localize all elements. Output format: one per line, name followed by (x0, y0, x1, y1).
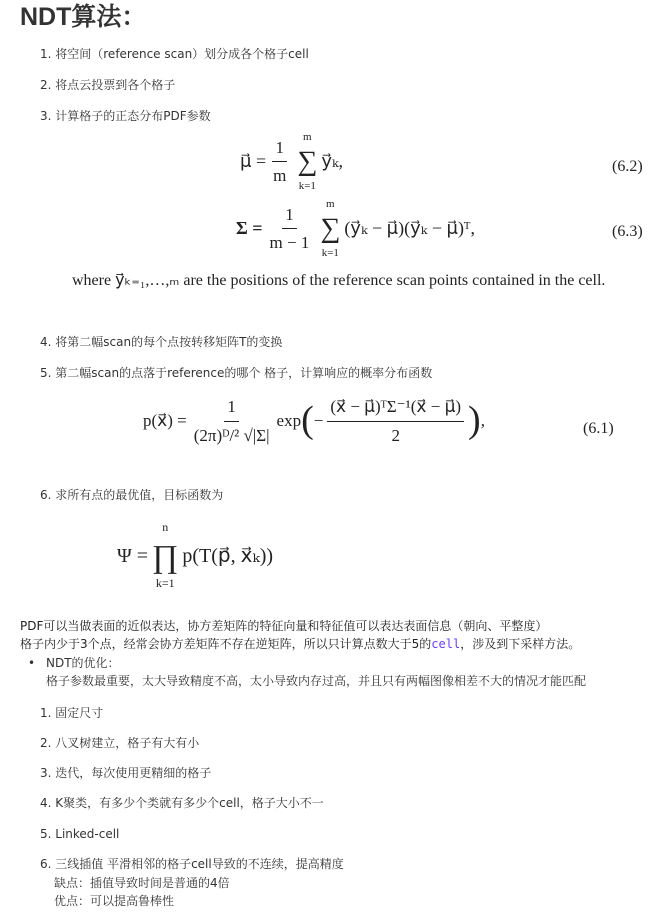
eq-num: 1 (282, 203, 297, 230)
eq-lhs: p(x⃗) = (143, 411, 187, 431)
eq-term: (y⃗ₖ − μ⃗)(y⃗ₖ − μ⃗)ᵀ, (344, 218, 475, 239)
eq-exp: exp (276, 411, 302, 431)
eq-den: (2π)ᴰ/² √|Σ| (193, 425, 270, 445)
bullet-description: 格子参数最重要，太大导致精度不高，太小导致内存过高，并且只有两幅图像相差不大的情况才能匹配 (46, 674, 587, 688)
opt-4: 4. K聚类，有多少个类就有多少个cell，格子大小不一 (40, 796, 324, 810)
step-1: 1. 将空间（reference scan）划分成各个格子cell (40, 47, 309, 61)
opt-6-cons: 缺点：插值导致时间是普通的4倍 (54, 876, 230, 890)
eq-number-6-1: (6.1) (583, 420, 614, 437)
eq-term: p(T(p⃗, x⃗ₖ)) (182, 544, 274, 567)
bullet-optimization: NDT的优化： (46, 656, 120, 670)
left-paren: ( (301, 399, 314, 442)
eq-den: m (273, 166, 287, 186)
equation-6-2 (240, 130, 343, 194)
eq-tail: , (480, 411, 485, 431)
eq-term: y⃗ₖ, (321, 151, 344, 172)
prod-top: n (162, 520, 169, 534)
opt-6-pros: 优点：可以提高鲁棒性 (54, 894, 175, 908)
opt-5: 5. Linked-cell (40, 827, 120, 841)
inline-code: cell (431, 637, 461, 651)
page-title: NDT算法： (20, 3, 147, 31)
step-5: 5. 第二幅scan的点落于reference的哪个 格子，计算响应的概率分布函数 (40, 366, 433, 380)
sum-top: m (326, 198, 335, 210)
bullet-dot: • (28, 656, 36, 670)
eq-inner-den: 2 (391, 425, 400, 445)
eq-lhs: Σ = (236, 218, 263, 239)
step-3: 3. 计算格子的正态分布PDF参数 (40, 109, 211, 123)
equation-6-3 (236, 197, 475, 261)
step-2: 2. 将点云投票到各个格子 (40, 78, 176, 92)
prod-bot: k=1 (155, 575, 175, 590)
eq-den: m − 1 (269, 233, 310, 253)
eq-number-6-3: (6.3) (612, 223, 643, 240)
sum-sign: ∑ (320, 213, 341, 245)
opt-2: 2. 八叉树建立，格子有大有小 (40, 736, 200, 750)
eq-inner-num: (x⃗ − μ⃗)ᵀΣ⁻¹(x⃗ − μ⃗) (327, 395, 464, 422)
paragraph-cell (20, 636, 580, 652)
sum-sign: ∑ (297, 146, 318, 178)
opt-3: 3. 迭代，每次使用更精细的格子 (40, 766, 212, 780)
eq-lhs: Ψ = (117, 544, 149, 567)
prod-sign: ∏ (152, 537, 179, 574)
where-text: where y⃗ₖ₌₁,…,ₘ are the positions of the reference scan points contained in the cell. (72, 272, 606, 289)
equation-6-1 (143, 395, 485, 448)
sum-bot: k=1 (298, 180, 316, 193)
eq-number-6-2: (6.2) (612, 158, 643, 175)
eq-num: 1 (272, 136, 287, 163)
eq-num: 1 (224, 395, 239, 422)
step-6: 6. 求所有点的最优值，目标函数为 (40, 488, 224, 502)
step-4: 4. 将第二幅scan的每个点按转移矩阵T的变换 (40, 335, 283, 349)
opt-1: 1. 固定尺寸 (40, 706, 104, 720)
sum-top: m (303, 131, 312, 143)
sum-bot: k=1 (321, 247, 339, 260)
paragraph-pdf: PDF可以当做表面的近似表达，协方差矩阵的特征向量和特征值可以表达表面信息（朝向、平整度） (20, 619, 548, 633)
para-text: ，涉及到下采样方法。 (460, 637, 581, 651)
equation-psi (117, 520, 273, 591)
eq-lhs: μ⃗ = (240, 151, 267, 172)
para-text: 格子内少于3个点，经常会协方差矩阵不存在逆矩阵，所以只计算点数大于5的 (20, 637, 432, 651)
minus-sign: − (313, 411, 324, 431)
opt-6: 6. 三线插值 平滑相邻的格子cell导致的不连续，提高精度 (40, 857, 344, 871)
right-paren: ) (468, 399, 481, 442)
